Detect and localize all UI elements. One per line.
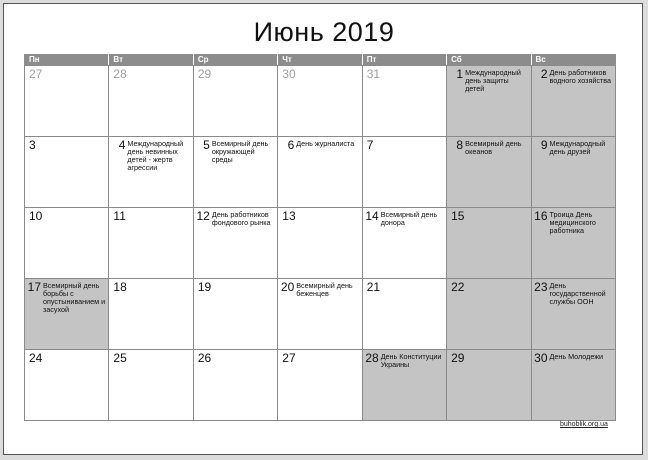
day-cell[interactable] [362, 137, 446, 208]
day-cell[interactable] [531, 137, 615, 208]
day-event-text: День Конституции Украины [380, 352, 442, 369]
day-cell[interactable] [25, 350, 109, 421]
day-event-text: День государственной службы ООН [549, 281, 606, 306]
day-number: 14 [365, 209, 379, 223]
day-number: 22 [451, 280, 465, 294]
day-number: 8 [456, 138, 464, 152]
day-cell[interactable] [531, 208, 615, 279]
weekday-header: Сб [447, 55, 531, 66]
day-cell[interactable] [109, 279, 193, 350]
weekday-header: Чт [278, 55, 362, 66]
day-cell[interactable] [193, 279, 277, 350]
day-cell[interactable] [447, 137, 531, 208]
day-event-text: Международный день невинных детей - жертв агрессии [127, 139, 184, 172]
week-row [25, 137, 616, 208]
day-cell[interactable] [109, 137, 193, 208]
day-cell[interactable] [25, 279, 109, 350]
day-cell[interactable] [531, 279, 615, 350]
page-title: Июнь 2019 [253, 17, 395, 47]
day-cell[interactable] [362, 208, 446, 279]
day-number: 4 [118, 138, 126, 152]
day-cell[interactable] [278, 350, 362, 421]
day-cell[interactable] [193, 350, 277, 421]
day-event-text: Троица День медицинского работника [549, 210, 596, 235]
day-cell[interactable] [447, 279, 531, 350]
day-number: 29 [451, 351, 465, 365]
day-cell[interactable] [362, 66, 446, 137]
day-number: 9 [540, 138, 548, 152]
day-cell[interactable] [278, 208, 362, 279]
day-event-text: День работников фондового рынка [211, 210, 271, 227]
day-cell[interactable] [278, 279, 362, 350]
day-number: 30 [534, 351, 548, 365]
day-number: 15 [451, 209, 465, 223]
day-event-text: День работников водного хозяйства [549, 68, 611, 85]
source-link[interactable]: buhoblik.org.ua [560, 421, 608, 428]
day-event-text: Международный день друзей [549, 139, 606, 156]
day-number: 28 [113, 67, 127, 81]
day-event-text: Международный день защиты детей [465, 68, 521, 93]
day-event-text: Всемирный день беженцев [296, 281, 353, 298]
day-cell[interactable] [109, 350, 193, 421]
day-number: 2 [540, 67, 548, 81]
weekday-header: Ср [193, 55, 277, 66]
day-event-text: Всемирный день океанов [465, 139, 522, 156]
day-cell[interactable] [109, 208, 193, 279]
weekday-header: Вс [531, 55, 615, 66]
day-cell[interactable] [278, 137, 362, 208]
day-cell[interactable] [193, 208, 277, 279]
day-cell[interactable] [25, 208, 109, 279]
day-number: 21 [366, 280, 381, 294]
day-cell[interactable] [447, 66, 531, 137]
day-number: 27 [282, 351, 296, 365]
day-number: 26 [197, 351, 212, 365]
day-cell[interactable] [362, 350, 446, 421]
day-cell[interactable] [531, 66, 615, 137]
day-cell[interactable] [447, 350, 531, 421]
day-number: 20 [280, 280, 295, 294]
day-event-text: Всемирный день донора [380, 210, 438, 227]
day-number: 28 [365, 351, 379, 365]
day-number: 1 [456, 67, 464, 81]
day-number: 18 [113, 280, 127, 294]
day-number: 31 [366, 67, 381, 81]
day-number: 25 [113, 351, 127, 365]
day-number: 24 [29, 351, 43, 365]
day-cell[interactable] [109, 66, 193, 137]
day-cell[interactable] [25, 66, 109, 137]
day-cell[interactable] [278, 66, 362, 137]
day-number: 7 [366, 138, 374, 152]
day-number: 12 [196, 209, 210, 223]
day-number: 11 [113, 209, 126, 223]
week-row [25, 279, 616, 350]
day-number: 13 [282, 209, 296, 223]
day-cell[interactable] [193, 66, 277, 137]
day-number: 17 [27, 280, 41, 294]
day-event-text: Всемирный день борьбы с опустыниванием и засухой [43, 281, 106, 314]
day-cell[interactable] [25, 137, 109, 208]
day-number: 27 [29, 67, 43, 81]
day-number: 23 [534, 280, 548, 294]
day-number: 3 [29, 138, 36, 152]
day-event-text: День журналиста [296, 139, 355, 148]
day-cell[interactable] [362, 279, 446, 350]
day-cell[interactable] [531, 350, 615, 421]
weekday-header-row [25, 55, 616, 66]
day-number: 5 [203, 138, 210, 152]
day-number: 30 [282, 67, 296, 81]
day-cell[interactable] [447, 208, 531, 279]
day-number: 6 [287, 138, 295, 152]
weekday-header: Пн [25, 55, 109, 66]
weekday-header: Вт [109, 55, 193, 66]
day-number: 29 [197, 67, 212, 81]
calendar-grid [24, 54, 616, 421]
day-event-text: День Молодежи [549, 352, 604, 361]
week-row [25, 350, 616, 421]
weekday-header: Пт [362, 55, 446, 66]
day-number: 19 [197, 280, 212, 294]
day-cell[interactable] [193, 137, 277, 208]
day-event-text: Всемирный день окружающей среды [211, 139, 269, 164]
week-row [25, 208, 616, 279]
day-number: 16 [534, 209, 548, 223]
day-number: 10 [29, 209, 43, 223]
week-row [25, 66, 616, 137]
